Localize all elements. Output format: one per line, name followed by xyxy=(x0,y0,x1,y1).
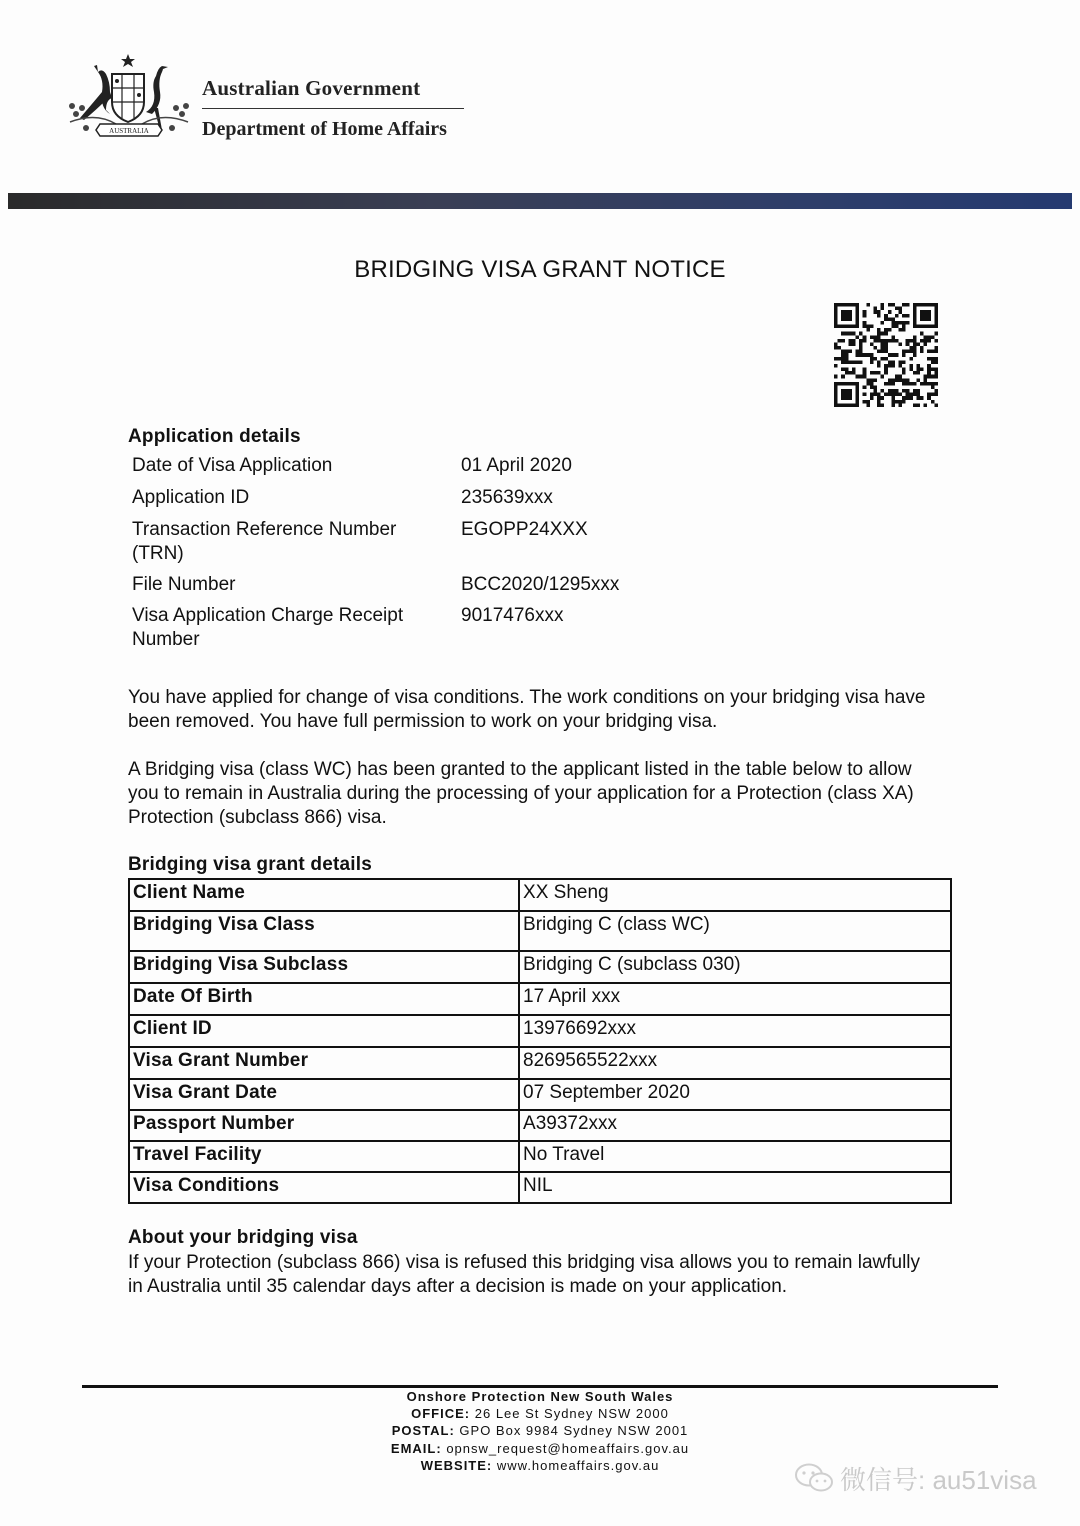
grant-label: Visa Grant Number xyxy=(129,1047,519,1079)
table-row xyxy=(129,983,951,1015)
detail-value: 9017476xxx xyxy=(461,605,564,626)
header-rule xyxy=(202,108,464,109)
grant-label: Bridging Visa Class xyxy=(129,911,519,951)
footer-website-label: WEBSITE: xyxy=(420,1458,493,1473)
footer-email xyxy=(0,1440,1080,1458)
table-row xyxy=(129,1079,951,1110)
grant-label: Visa Conditions xyxy=(129,1172,519,1203)
grant-label: Travel Facility xyxy=(129,1141,519,1172)
grant-value: 07 September 2020 xyxy=(519,1079,951,1110)
detail-label: Visa Application Charge Receipt Number xyxy=(132,605,404,650)
application-details-heading: Application details xyxy=(128,426,301,447)
wechat-icon xyxy=(794,1462,834,1494)
footer-postal-label: POSTAL: xyxy=(391,1423,455,1438)
footer-website-value: www.homeaffairs.gov.au xyxy=(496,1458,660,1473)
grant-details-table xyxy=(128,878,952,1204)
grant-label: Date Of Birth xyxy=(129,983,519,1015)
grant-value: Bridging C (class WC) xyxy=(519,911,951,951)
department-name: Department of Home Affairs xyxy=(202,118,447,140)
grant-value: No Travel xyxy=(519,1141,951,1172)
grant-value: 8269565522xxx xyxy=(519,1047,951,1079)
table-row xyxy=(129,1015,951,1047)
grant-label: Passport Number xyxy=(129,1110,519,1141)
table-row xyxy=(129,1172,951,1203)
grant-label: Bridging Visa Subclass xyxy=(129,951,519,983)
footer-office-name: Onshore Protection New South Wales xyxy=(406,1389,674,1404)
paragraph-grant-statement: A Bridging visa (class WC) has been granted to the applicant listed in the table below to allow you to remain in Australia during the processing of your application for a Protection (class XA) Protection (subclass 866) visa. xyxy=(128,759,914,828)
footer-office-value: 26 Lee St Sydney NSW 2000 xyxy=(474,1406,669,1421)
grant-value: 13976692xxx xyxy=(519,1015,951,1047)
detail-label: Date of Visa Application xyxy=(132,455,333,476)
footer-postal xyxy=(0,1422,1080,1440)
coat-of-arms-icon xyxy=(66,52,192,144)
detail-value: EGOPP24XXX xyxy=(461,519,588,540)
government-name: Australian Government xyxy=(202,76,421,100)
footer-postal-value: GPO Box 9984 Sydney NSW 2001 xyxy=(459,1423,689,1438)
table-row xyxy=(129,1110,951,1141)
detail-label: Application ID xyxy=(132,487,250,508)
grant-value: NIL xyxy=(519,1172,951,1203)
grant-label: Client Name xyxy=(129,879,519,911)
detail-label: File Number xyxy=(132,574,236,595)
qr-code-icon xyxy=(834,303,938,407)
grant-value: A39372xxx xyxy=(519,1110,951,1141)
watermark-text: 微信号: au51visa xyxy=(840,1465,1037,1495)
grant-value: 17 April xxx xyxy=(519,983,951,1015)
grant-details-heading: Bridging visa grant details xyxy=(128,854,373,875)
table-row xyxy=(129,1141,951,1172)
footer-email-value: opnsw_request@homeaffairs.gov.au xyxy=(446,1441,690,1456)
about-heading: About your bridging visa xyxy=(128,1227,358,1248)
about-text: If your Protection (subclass 866) visa is refused this bridging visa allows you to remain lawfully in Australia until 35 calendar days after a decision is made on your application. xyxy=(128,1252,921,1297)
detail-value: 01 April 2020 xyxy=(461,455,572,476)
detail-value: BCC2020/1295xxx xyxy=(461,574,620,595)
table-row xyxy=(129,951,951,983)
grant-label: Visa Grant Date xyxy=(129,1079,519,1110)
paragraph-work-conditions: You have applied for change of visa conditions. The work conditions on your bridging visa have been removed. You have full permission to work on your bridging visa. xyxy=(128,687,926,732)
detail-label: Transaction Reference Number (TRN) xyxy=(132,519,397,564)
grant-value: XX Sheng xyxy=(519,879,951,911)
footer-office xyxy=(0,1405,1080,1423)
footer-office-label: OFFICE: xyxy=(411,1406,471,1421)
table-row xyxy=(129,879,951,911)
grant-label: Client ID xyxy=(129,1015,519,1047)
header-band xyxy=(8,193,1072,209)
detail-value: 235639xxx xyxy=(461,487,553,508)
document-title: BRIDGING VISA GRANT NOTICE xyxy=(354,256,726,283)
crest-motto: AUSTRALIA xyxy=(109,127,149,135)
footer-email-label: EMAIL: xyxy=(390,1441,442,1456)
table-row xyxy=(129,911,951,951)
table-row xyxy=(129,1047,951,1079)
grant-value: Bridging C (subclass 030) xyxy=(519,951,951,983)
